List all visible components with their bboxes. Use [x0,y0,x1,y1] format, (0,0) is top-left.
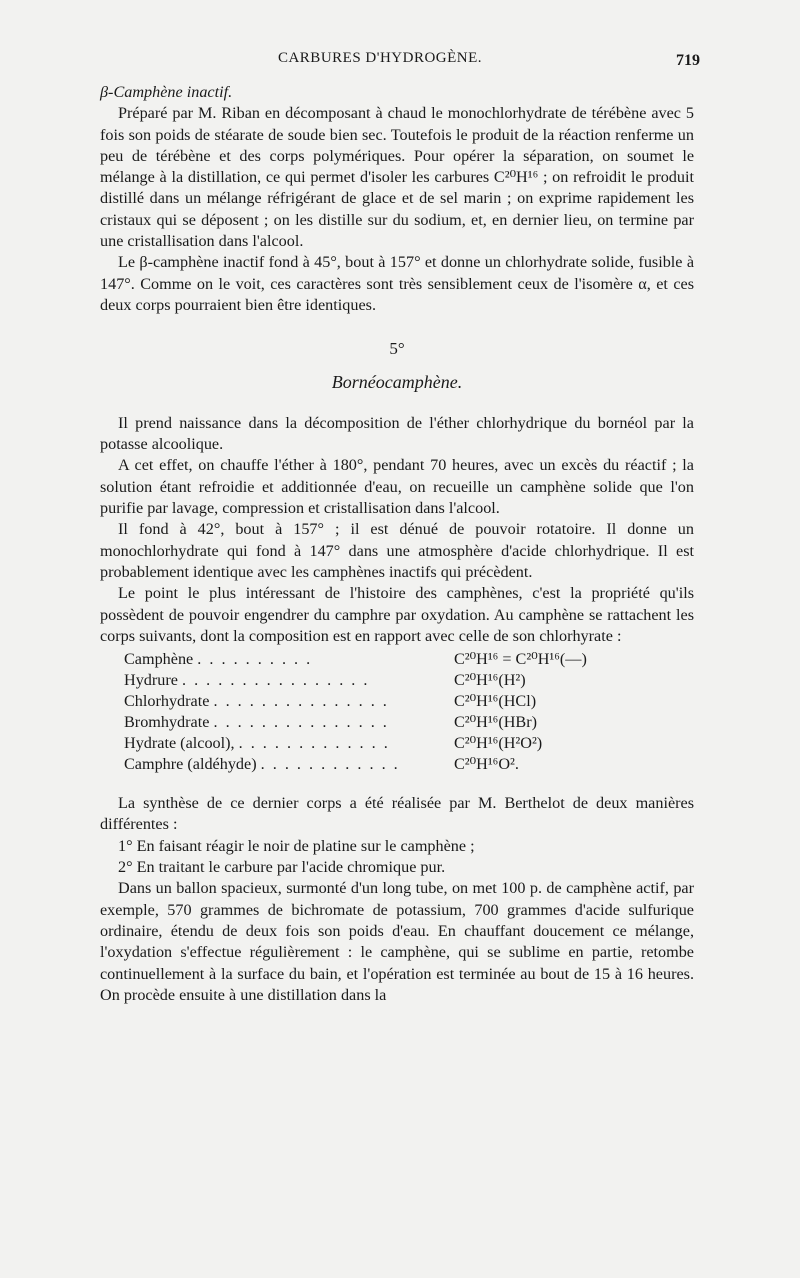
formula-name: Camphène [124,650,194,669]
page-number: 719 [676,52,700,69]
formula-name: Bromhydrate [124,713,210,732]
leader-dots: . . . . . . . . . . . . . . . [213,692,389,711]
paragraph: Dans un ballon spacieux, surmonté d'un long tube, on met 100 p. de camphène actif, par exemple, 570 grammes de bichromate de potassium, 700 grammes d'acide sulfurique ordinaire, étendu de deux fois son poids d'eau. En chauffant doucement ce mélange, l'oxydation s'effectue régulièrement : le camphène, qui se sublime en partie, retombe continuellement à la surface du bain, et l'opération est terminée au bout de 15 à 16 heures. On procède ensuite à une distillation dans la [100,879,694,1004]
paragraph: La synthèse de ce dernier corps a été réalisée par M. Berthelot de deux manières différentes : [100,794,694,834]
formula-name: Hydrate (alcool), [124,734,235,753]
formula-row [124,712,587,733]
formula-value: C²⁰H¹⁶(H²O²) [454,734,543,753]
list-item: 1° En faisant réagir le noir de platine sur le camphène ; [118,836,475,855]
leader-dots: . . . . . . . . . . . . . . . [213,713,389,732]
page-body [100,82,694,1006]
formula-row [124,670,587,691]
leader-dots: . . . . . . . . . . . . . [238,734,390,753]
formula-name: Hydrure [124,671,178,690]
list-item: 2° En traitant le carbure par l'acide chromique pur. [118,858,446,877]
subheading: β-Camphène inactif. [100,83,233,101]
formula-row [124,733,587,754]
formula-value: C²⁰H¹⁶(HBr) [454,713,537,732]
leader-dots: . . . . . . . . . . . . . . . . [181,671,370,690]
formula-value: C²⁰H¹⁶(H²) [454,671,526,690]
formula-row [124,754,587,775]
section-title: Bornéocamphène. [331,371,463,392]
paragraph: Le β-camphène inactif fond à 45°, bout à 157° et donne un chlorhydrate solide, fusible à 147°. Comme on le voit, ces caractères sont très sensiblement ceux de l'isomère α, et ces deux corps pourraient bien être identiques. [100,253,694,314]
section-number: 5° [389,339,405,359]
paragraph: A cet effet, on chauffe l'éther à 180°, pendant 70 heures, avec un excès du réactif ; la solution étant refroidie et additionnée d'eau, on recueille un camphène solide que l'on purifie par lavage, compression et cristallisation dans l'alcool. [100,456,694,518]
paragraph: Le point le plus intéressant de l'histoire des camphènes, c'est la propriété qu'ils possèdent de pouvoir engendrer du camphre par oxydation. Au camphène se rattachent les corps suivants, dont la composition est en rapport avec celle de son chlorhyrate : [100,584,694,645]
leader-dots: . . . . . . . . . . . . [260,755,400,774]
paragraph: Il prend naissance dans la décomposition de l'éther chlorhydrique du bornéol par la potasse alcoolique. [100,413,694,454]
formula-value: C²⁰H¹⁶ = C²⁰H¹⁶(—) [454,650,587,669]
formula-value: C²⁰H¹⁶(HCl) [454,692,537,711]
formula-row [124,649,587,670]
running-head: CARBURES D'HYDROGÈNE. [277,50,483,66]
paragraph: Il fond à 42°, bout à 157° ; il est dénué de pouvoir rotatoire. Il donne un monochlorhydrate qui fond à 147° dans une atmosphère d'acide chlorhydrique. Il est probablement identique avec les camphènes inactifs qui précèdent. [100,520,694,581]
formula-name: Chlorhydrate [124,692,210,711]
leader-dots: . . . . . . . . . . [197,650,313,669]
formula-name: Camphre (aldéhyde) [124,755,257,774]
formula-row [124,691,587,712]
paragraph: Préparé par M. Riban en décomposant à chaud le monochlorhydrate de térébène avec 5 fois son poids de stéarate de soude bien sec. Toutefois le produit de la réaction renferme un peu de térébène et des corps polymériques. Pour opérer la séparation, on soumet le mélange à la distillation, ce qui permet d'isoler les carbures C²⁰H¹⁶ ; on refroidit le produit distillé dans un mélange réfrigérant de glace et de sel marin ; on exprime rapidement les cristaux qui se déposent ; on les distille sur du sodium, et, en dernier lieu, on termine par une cristallisation dans l'alcool. [100,104,694,251]
formula-value: C²⁰H¹⁶O². [454,755,519,774]
formula-table [124,649,587,775]
